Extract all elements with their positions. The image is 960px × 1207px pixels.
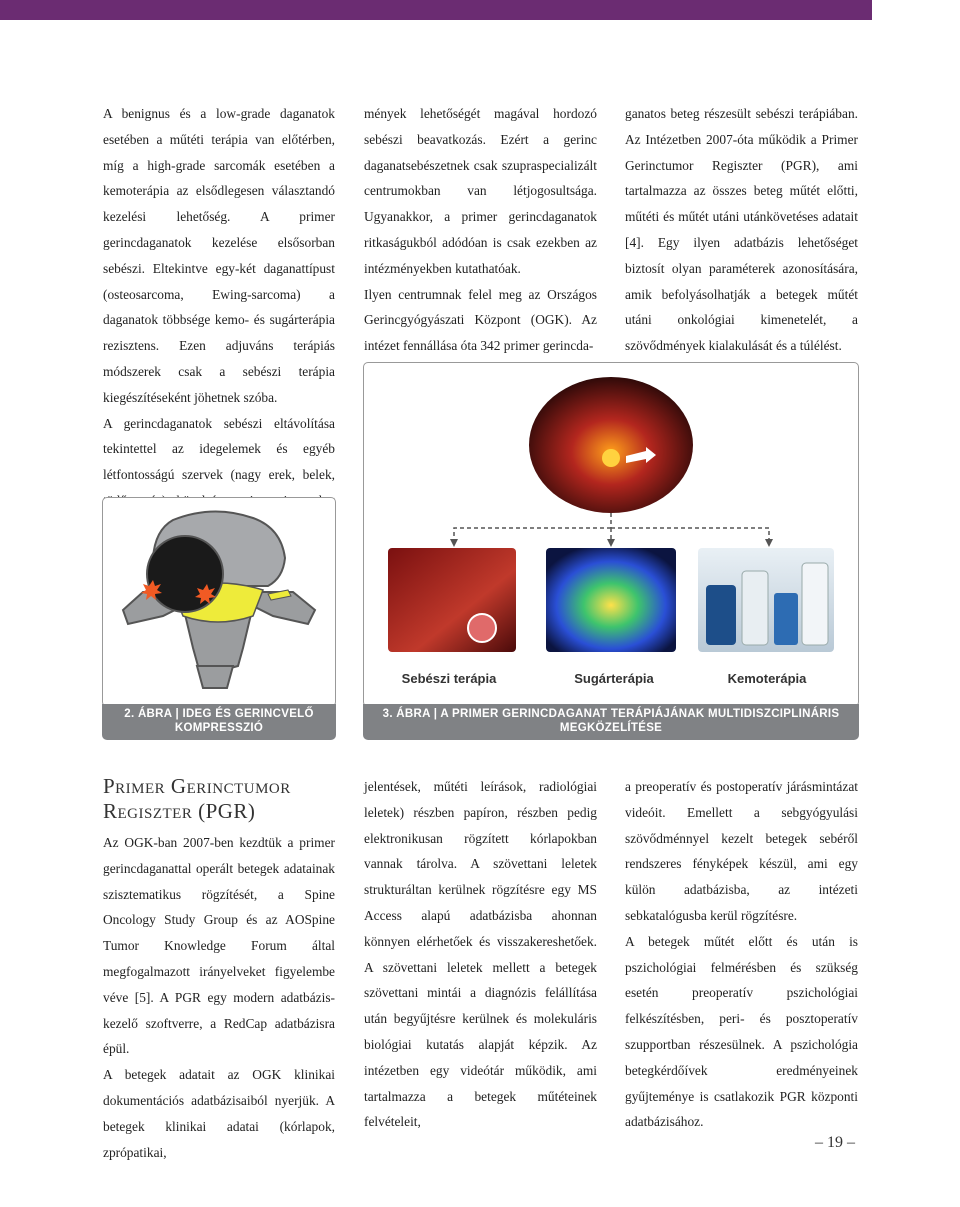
text-column-3	[625, 101, 858, 359]
caption-line: MEGKÖZELÍTÉSE	[559, 722, 663, 734]
text-column-5	[364, 774, 597, 1135]
caption-line: KOMPRESSZIÓ	[174, 722, 264, 734]
pet-ct-scan	[529, 377, 693, 513]
caption-line: 2. ÁBRA | IDEG ÉS GERINCVELŐ	[124, 708, 314, 720]
top-color-bar	[0, 0, 872, 20]
paragraph: ganatos beteg részesült sebészi terápiában. Az Intézetben 2007-óta működik a Primer Gerinctumor Regiszter (PGR), ami tartalmazza az összes beteg műtét előtti, műtéti és műtét utáni utánkövetéses adatait [4]. Egy ilyen adatbázis lehetőséget biztosít olyan paraméterek azonosítására, amik befolyásolhatják a betegek műtét utáni onkológiai kimenetelét, a szövődmények kialakulását és a túlélést.	[625, 106, 858, 354]
section-heading	[103, 774, 335, 824]
heading-line: Regiszter (PGR)	[103, 799, 256, 823]
figure-2-caption	[102, 704, 336, 740]
treatment-diagram	[364, 363, 858, 706]
figure-3-caption	[363, 704, 859, 740]
figure-3-multidisciplinary	[363, 362, 859, 707]
text-column-4	[103, 774, 335, 1165]
top-color-bar-corner	[860, 0, 872, 20]
paragraph: A betegek műtét előtt és után is pszichológiai felmérésben és szükség esetén preoperatív pszichológiai felkészítésben, peri- és posztoperatív szupportban részesülnek. A pszichológia betegkérdőívek eredményeinek gyűjteménye is csatlakozik PGR központi adatbázisához.	[625, 933, 858, 1130]
text-column-6	[625, 774, 858, 1135]
paragraph: jelentések, műtéti leírások, radiológiai leletek) részben papíron, részben pedig elektronikusan rögzített kórlapokban vannak tárolva. A szövettani leletek strukturáltan kerülnek rögzítésre egy MS Access alapú adatbázisba ahonnan könnyen elérhetőek és visszakereshetőek. A szövettani leletek mellett a betegek szövettani mintái a diagnózis felállítása után begyűjtésre kerülnek és molekuláris biológiai kutatás alapját képzik. Az intézetben egy videótár működik, ami tartalmazza a betegek műtéteinek felvételeit,	[364, 779, 597, 1130]
figure-2-spine-illustration	[102, 497, 336, 707]
label-chemotherapy: Kemoterápia	[727, 671, 807, 686]
heading-line: Primer Gerinctumor	[103, 774, 291, 798]
paragraph: mények lehetőségét magával hordozó sebészi beavatkozás. Ezért a gerinc daganatsebészetnek csak szupraspecializált centrumokban van létjogosultsága. Ugyanakkor, a primer gerincdaganatok ritkaságukból adódóan is csak ezekben az intézményekben kutathatóak.	[364, 106, 597, 276]
label-surgery: Sebészi terápia	[401, 671, 497, 686]
paragraph: Ilyen centrumnak felel meg az Országos Gerincgyógyászati Központ (OGK). Az intézet fennállása óta 342 primer gerincda-	[364, 286, 597, 354]
caption-line: 3. ÁBRA | A PRIMER GERINCDAGANAT TERÁPIÁJÁNAK MULTIDISZCIPLINÁRIS	[382, 708, 840, 720]
vertebra-compression-diagram	[103, 498, 335, 706]
paragraph: A benignus és a low-grade daganatok esetében a műtéti terápia van előtérben, míg a high-grade sarcomák esetében a kemoterápia az elsődlegesen választandó kezelési lehetőség. A primer gerincdaganatok kezelése elsősorban sebészi. Eltekintve egy-két daganattípust (osteosarcoma, Ewing-sarcoma) a daganatok többsége kemo- és sugárterápia rezisztens. Ezen adjuváns terápiás módszerek csak a sebészi terápia kiegészítéseként jöhetnek szóba.	[103, 106, 335, 405]
paragraph: A betegek adatait az OGK klinikai dokumentációs adatbázisaiból nyerjük. A betegek klinikai adatai (kórlapok, zprópatikai,	[103, 1067, 335, 1160]
label-radiotherapy: Sugárterápia	[574, 671, 654, 686]
radiotherapy-photo	[546, 548, 676, 652]
page-number: – 19 –	[815, 1134, 855, 1151]
text-column-2	[364, 101, 597, 359]
paragraph: A gerincdaganatok sebészi eltávolítása tekintettel az idegelemek és egyéb létfontosságú szervek (nagy erek, belek,	[103, 415, 335, 483]
text-column-1	[103, 101, 335, 540]
paragraph: a preoperatív és postoperatív járásmintázat videóit. Emellett a sebgyógyulási szövődménnyel kezelt betegek sebéről rendszeres fényképek készül, ami egy külön adatbázisba, az intézeti sebkatalógusba kerül rögzítésre.	[625, 779, 858, 923]
surgery-photo	[388, 548, 516, 652]
paragraph: Az OGK-ban 2007-ben kezdtük a primer gerincdaganattal operált betegek adatainak szisztematikus rögzítését, a Spine Oncology Study Group és az AOSpine Tumor Knowledge Forum által megfogalmazott irányelveket figyelembe véve [5]. A PGR egy modern adatbázis-kezelő szoftverre, a RedCap adatbázisra épül.	[103, 835, 335, 1057]
